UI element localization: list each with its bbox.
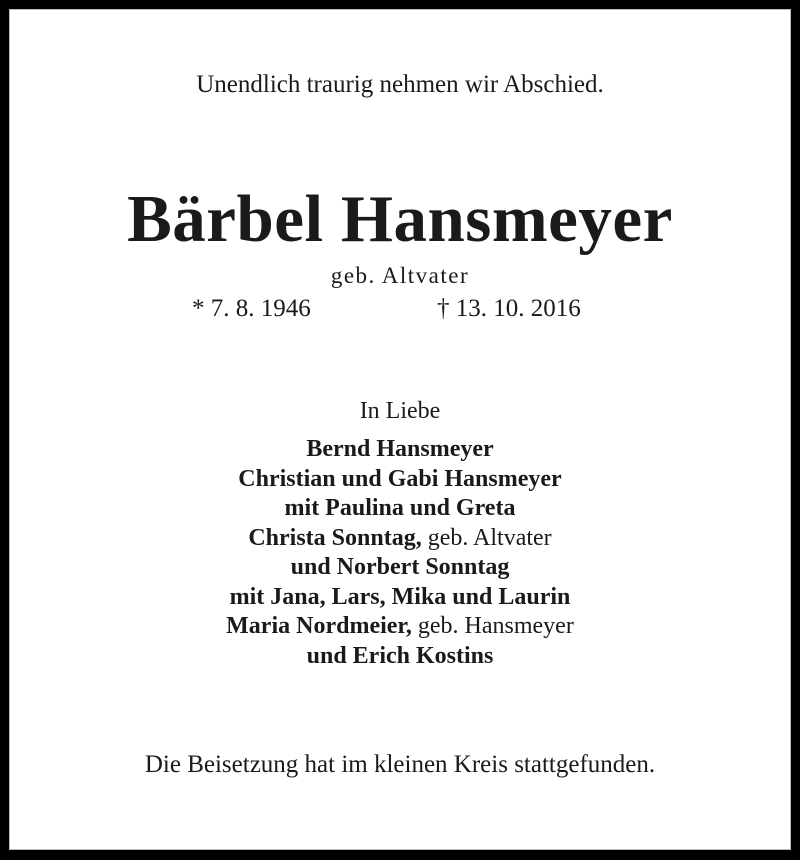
mourner-name: Christa Sonntag, [248, 524, 422, 551]
mourner-name: und Norbert Sonntag [290, 554, 510, 580]
closing-text: Die Beisetzung hat im kleinen Kreis stattgefunden. [144, 751, 656, 778]
mourner-name: Bernd Hansmeyer [306, 436, 494, 462]
maiden-name: geb. Altvater [330, 263, 470, 288]
mourner-note: geb. Altvater [421, 524, 552, 551]
mourner-note: geb. Hansmeyer [411, 613, 574, 639]
birth-date: * 7. 8. 1946 [192, 295, 311, 322]
mourner-name: und Erich Kostins [306, 642, 494, 669]
mourner-line [9, 612, 791, 642]
mourner-line [9, 642, 791, 672]
mourner-name: mit Paulina und Greta [284, 495, 516, 521]
mourner-line [9, 553, 791, 583]
mourner-name: mit Jana, Lars, Mika und Laurin [229, 583, 571, 610]
mourner-line [9, 494, 791, 524]
mourners-list [9, 435, 791, 671]
mourner-line [9, 465, 791, 495]
intro-text: Unendlich traurig nehmen wir Abschied. [196, 71, 604, 98]
mourner-line [9, 435, 791, 465]
mourner-line [9, 524, 791, 554]
mourner-line [9, 583, 791, 613]
death-date: † 13. 10. 2016 [437, 295, 581, 322]
deceased-name: Bärbel Hansmeyer [127, 182, 673, 256]
mourner-name: Maria Nordmeier, [226, 613, 412, 639]
mourner-name: Christian und Gabi Hansmeyer [238, 465, 562, 492]
obituary-notice [9, 9, 791, 850]
in-love-line: In Liebe [359, 398, 441, 424]
